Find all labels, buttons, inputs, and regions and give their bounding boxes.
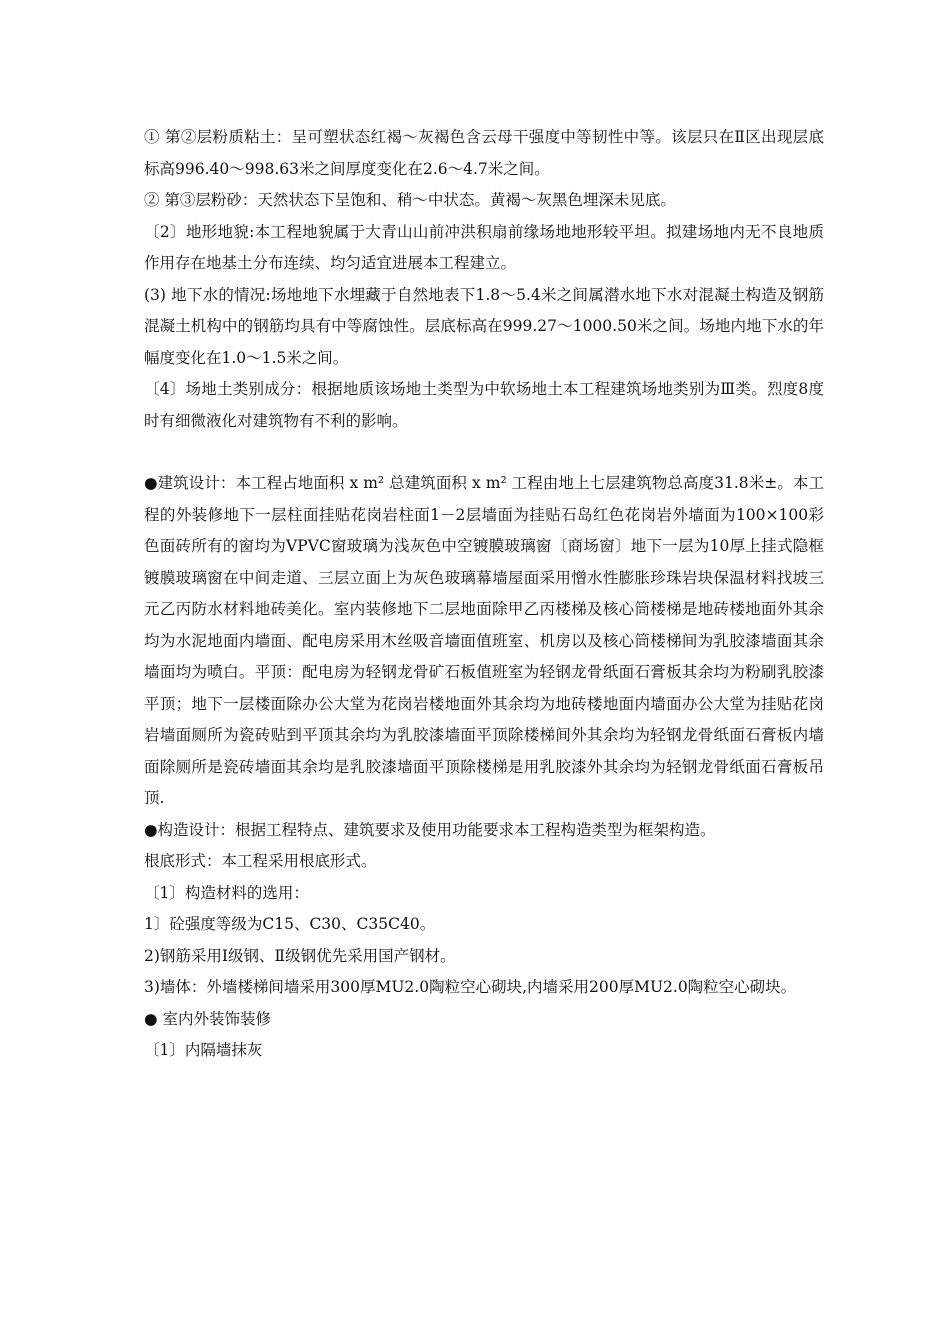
paragraph-landform: 〔2〕地形地貌:本工程地貌属于大青山山前冲洪积扇前缘场地地形较平坦。拟建场地内无不良地质作用存在地基土分布连续、均匀适宜进展本工程建立。 — [144, 222, 824, 272]
paragraph-layer3-silt: ② 第③层粉砂：天然状态下呈饱和、稍～中状态。黄褐～灰黑色埋深未见底。 — [144, 191, 676, 209]
paragraph-layer2-clay: ① 第②层粉质粘土：呈可塑状态红褐～灰褐色含云母干强度中等韧性中等。该层只在Ⅱ区出现层底标高996.40～998.63米之间厚度变化在2.6～4.7米之间。 — [144, 128, 824, 178]
paragraph-architectural-design: ●建筑设计：本工程占地面积 x m² 总建筑面积 x m² 工程由地上七层建筑物总高度31.8米±。本工程的外装修地下一层柱面挂贴花岗岩柱面1－2层墙面为挂贴石岛红色花岗岩外墙面为100×100彩色面砖所有的窗均为VPVC窗玻璃为浅灰色中空镀膜玻璃窗〔商场窗〕地下一层为10厚上挂式隐框镀膜玻璃窗在中间走道、三层立面上为灰色玻璃幕墙屋面采用憎水性膨胀珍珠岩块保温材料找坡三元乙丙防水材料地砖美化。室内装修地下二层地面除甲乙丙楼梯及核心筒楼梯是地砖楼地面外其余均为水泥地面内墙面、配电房采用木丝吸音墙面值班室、机房以及核心筒楼梯间为乳胶漆墙面其余墙面均为喷白。平顶：配电房为轻钢龙骨矿石板值班室为轻钢龙骨纸面石膏板其余均为粉刷乳胶漆平顶；地下一层楼面除办公大堂为花岗岩楼地面外其余均为地砖楼地面内墙面办公大堂为挂贴花岗岩墙面厕所为瓷砖贴到平顶其余均为乳胶漆墙面平顶除楼梯间外其余均为轻钢龙骨纸面石膏板内墙面除厕所是瓷砖墙面其余均是乳胶漆墙面平顶除楼梯是用乳胶漆外其余均为轻钢龙骨纸面石膏板吊顶. — [144, 474, 824, 807]
document-body — [144, 122, 824, 1067]
paragraph-foundation: 根底形式：本工程采用根底形式。 — [144, 852, 377, 870]
paragraph-concrete: 1〕砼强度等级为C15、C30、C35C40。 — [144, 915, 436, 933]
paragraph-site-soil: 〔4〕场地土类别成分：根据地质该场地土类型为中软场地土本工程建筑场地类别为Ⅲ类。烈度8度时有细微液化对建筑物有不利的影响。 — [144, 380, 824, 430]
paragraph-steel: 2)钢筋采用Ⅰ级钢、Ⅱ级钢优先采用国产钢材。 — [144, 946, 456, 965]
paragraph-structural-design: ●构造设计：根据工程特点、建筑要求及使用功能要求本工程构造类型为框架构造。 — [144, 820, 716, 839]
paragraph-walls: 3)墙体：外墙楼梯间墙采用300厚MU2.0陶粒空心砌块,内墙采用200厚MU2.0陶粒空心砌块。 — [144, 978, 797, 996]
paragraph-partition-plaster: 〔1〕内隔墙抹灰 — [144, 1041, 263, 1059]
paragraph-materials-heading: 〔1〕构造材料的选用： — [144, 883, 309, 902]
paragraph-decoration-heading: ● 室内外装饰装修 — [144, 1009, 271, 1028]
paragraph-gap — [144, 437, 824, 468]
paragraph-groundwater: (3) 地下水的情况:场地地下水埋藏于自然地表下1.8～5.4米之间属潜水地下水对混凝土构造及钢筋混凝土机构中的钢筋均具有中等腐蚀性。层底标高在999.27～1000.50米之间。场地内地下水的年幅度变化在1.0～1.5米之间。 — [144, 285, 824, 367]
